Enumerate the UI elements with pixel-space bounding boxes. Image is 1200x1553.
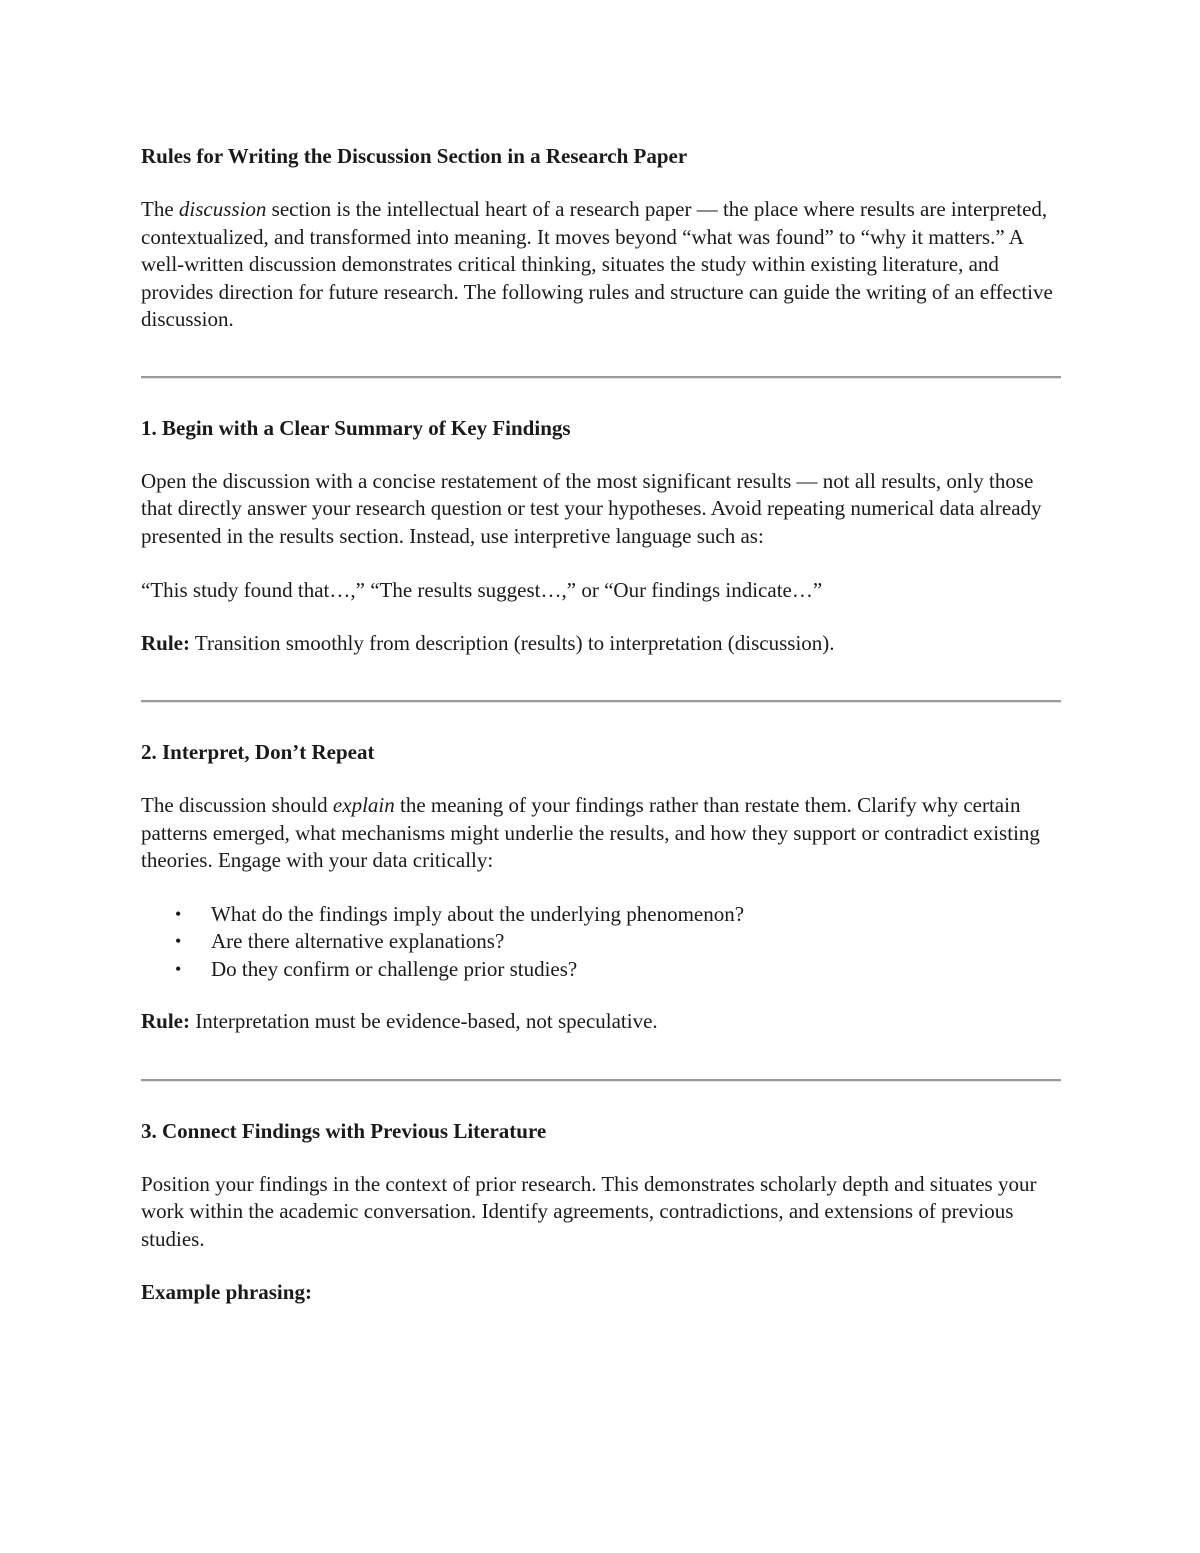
intro-text-end: section is the intellectual heart of a research paper — the place where results are interpreted, contextualized, and transformed into meaning. It moves beyond “what was found” to “why it matters.” A well-written discussion demonstrates critical thinking, situates the study within existing literature, and provides direction for future research. The following rules and structure can guide the writing of an effective discussion. <box>141 197 1053 331</box>
section-body-emphasis: explain <box>332 793 395 817</box>
intro-paragraph <box>141 196 1061 334</box>
intro-text-start: The <box>141 197 179 221</box>
divider <box>141 700 1061 703</box>
example-phrasing-label: Example phrasing: <box>141 1280 312 1304</box>
bullet-icon: • <box>175 958 182 979</box>
rule-label: Rule: <box>141 630 190 655</box>
bullet-icon: • <box>175 931 182 951</box>
list-item <box>141 901 1061 929</box>
bullet-list <box>141 901 1061 984</box>
divider <box>141 1079 1061 1082</box>
rule-label: Rule: <box>141 1009 190 1033</box>
list-item <box>141 956 1061 984</box>
section-heading: 2. Interpret, Don’t Repeat <box>141 740 375 764</box>
section-heading: 1. Begin with a Clear Summary of Key Findings <box>141 415 571 440</box>
document-page <box>141 142 1061 1307</box>
example-quotes: “This study found that…,” “The results suggest…,” or “Our findings indicate…” <box>141 578 823 602</box>
list-item-text: What do the findings imply about the underlying phenomenon? <box>211 901 745 926</box>
list-item <box>141 928 1061 956</box>
divider <box>141 376 1061 379</box>
section-body <box>141 792 1061 875</box>
rule-statement <box>141 630 1061 658</box>
rule-text: Interpretation must be evidence-based, not speculative. <box>190 1009 658 1033</box>
intro-emphasis: discussion <box>178 197 267 221</box>
section-heading: 3. Connect Findings with Previous Literature <box>141 1118 547 1143</box>
bullet-icon: • <box>175 903 182 924</box>
rule-statement <box>141 1008 1061 1036</box>
rule-text: Transition smoothly from description (results) to interpretation (discussion). <box>190 630 835 655</box>
section-body-end: the meaning of your findings rather than restate them. Clarify why certain patterns emerged, what mechanisms might underlie the results, and how they support or contradict existing theories. Engage with your data critically: <box>141 793 1040 872</box>
list-item-text: Are there alternative explanations? <box>211 929 505 953</box>
list-item-text: Do they confirm or challenge prior studies? <box>211 956 578 981</box>
section-body-start: The discussion should <box>141 793 333 817</box>
document-title: Rules for Writing the Discussion Section in a Research Paper <box>141 144 688 168</box>
section-body: Position your findings in the context of prior research. This demonstrates scholarly depth and situates your work within the academic conversation. Identify agreements, contradictions, and extensions of previous studies. <box>141 1171 1037 1251</box>
section-body: Open the discussion with a concise restatement of the most significant results — not all results, only those that directly answer your research question or test your hypotheses. Avoid repeating numerical data already presented in the results section. Instead, use interpretive language such as: <box>141 468 1042 548</box>
